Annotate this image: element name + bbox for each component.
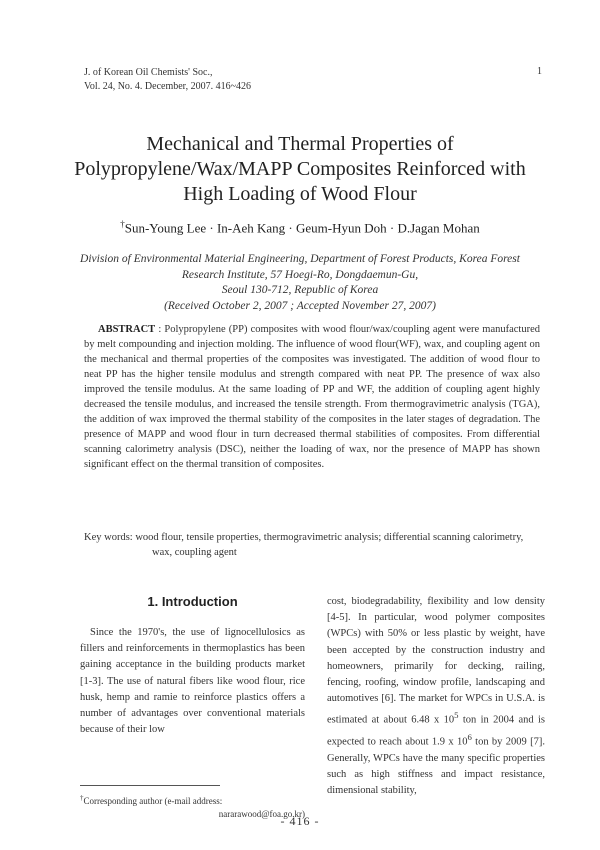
intro-right-part3: ton by 2009 [7]. Generally, WPCs have the many specific properties such as high stiffness and impact resistance, dimensional stability, bbox=[327, 736, 545, 797]
journal-citation-line1: J. of Korean Oil Chemists' Soc., bbox=[84, 67, 213, 78]
received-dates: (Received October 2, 2007 ; Accepted November 27, 2007) bbox=[164, 299, 436, 312]
abstract bbox=[84, 322, 540, 472]
intro-right-part2: ton in 2004 and is expected to reach about 1.9 x 10 bbox=[327, 714, 545, 748]
footnote-text: Corresponding author (e-mail address: bbox=[83, 796, 223, 806]
page-number-bottom: - 416 - bbox=[280, 814, 320, 828]
corresponding-dagger: † bbox=[120, 219, 125, 229]
superscript-exponent-6: 6 bbox=[467, 732, 472, 743]
body-column-left bbox=[80, 625, 305, 738]
title-line3: High Loading of Wood Flour bbox=[183, 183, 417, 205]
keywords-text: wood flour, tensile properties, thermogravimetric analysis; differential scanning calorimetry, wax, coupling agent bbox=[135, 532, 524, 558]
affiliation-line1: Division of Environmental Material Engineering, Department of Forest Products, Korea Forest bbox=[80, 253, 520, 265]
journal-header bbox=[84, 66, 384, 94]
journal-citation-line2: Vol. 24, No. 4. December, 2007. 416~426 bbox=[84, 81, 252, 92]
title-line1: Mechanical and Thermal Properties of bbox=[146, 133, 454, 155]
affiliation-line3: Seoul 130-712, Republic of Korea bbox=[221, 284, 379, 296]
superscript-exponent-5: 5 bbox=[454, 710, 459, 721]
keywords-label: Key words: bbox=[84, 532, 133, 543]
section-heading-introduction: 1. Introduction bbox=[147, 594, 238, 609]
intro-right-part1: cost, biodegradability, flexibility and low density [4-5]. In particular, wood polymer composites (WPCs) with 50% or less plastic by weight, have been accepted by the construction industry and homeowners, primarily for decking, railing, fencing, roofing, window profile, landscaping and automotives [6]. The market for WPCs in U.S.A. is estimated at about 6.48 x 10 bbox=[327, 596, 545, 726]
affiliation bbox=[70, 252, 530, 314]
affiliation-line2: Research Institute, 57 Hoegi-Ro, Dongdaemun-Gu, bbox=[181, 268, 419, 281]
title-line2: Polypropylene/Wax/MAPP Composites Reinforced with bbox=[74, 158, 526, 180]
keywords bbox=[84, 530, 540, 560]
footnote-email: nararawood@foa.go.kr) bbox=[218, 809, 305, 819]
footnote-divider bbox=[80, 785, 220, 786]
intro-paragraph-left: Since the 1970's, the use of lignocellulosics as fillers and reinforcements in thermoplastics has been gaining acceptance in the building products market [1-3]. The use of natural fibers like wood flour, rice husk, hemp and ramie to reinforce plastics offers a number of advantages over conventional materials because of their low bbox=[80, 627, 305, 736]
author-list bbox=[60, 219, 540, 236]
body-column-right bbox=[327, 594, 545, 799]
author-names: Sun-Young Lee · In-Aeh Kang · Geum-Hyun Doh · D.Jagan Mohan bbox=[124, 220, 480, 236]
intro-paragraph-right bbox=[327, 594, 545, 799]
page-number-top: 1 bbox=[537, 66, 542, 77]
abstract-text: : Polypropylene (PP) composites with wood flour/wax/coupling agent were manufactured by melt compounding and injection molding. The influence of wood flour(WF), wax, and coupling agent on the mechanical and thermal properties of the composites was investigated. The addition of wood flour to neat PP has the higher tensile modulus and strength compared with neat PP. The presence of wax also improved the tensile modulus. At the same loading of PP and WF, the addition of coupling agent highly decreased the tensile modulus, and increased the tensile strength. From thermogravimetric analysis (TGA), the addition of wax improved the thermal stability of the composites in the later stages of degradation. The presence of MAPP and wood flour in turn decreased thermal stabilities of composites. From differential scanning calorimetry analysis (DSC), neither the loading of wax, nor the presence of MAPP has shown significant effect on the thermal transition of composites. bbox=[84, 324, 540, 470]
paper-title bbox=[60, 132, 540, 207]
footnote-dagger: † bbox=[80, 794, 84, 802]
abstract-label: ABSTRACT bbox=[98, 324, 156, 335]
